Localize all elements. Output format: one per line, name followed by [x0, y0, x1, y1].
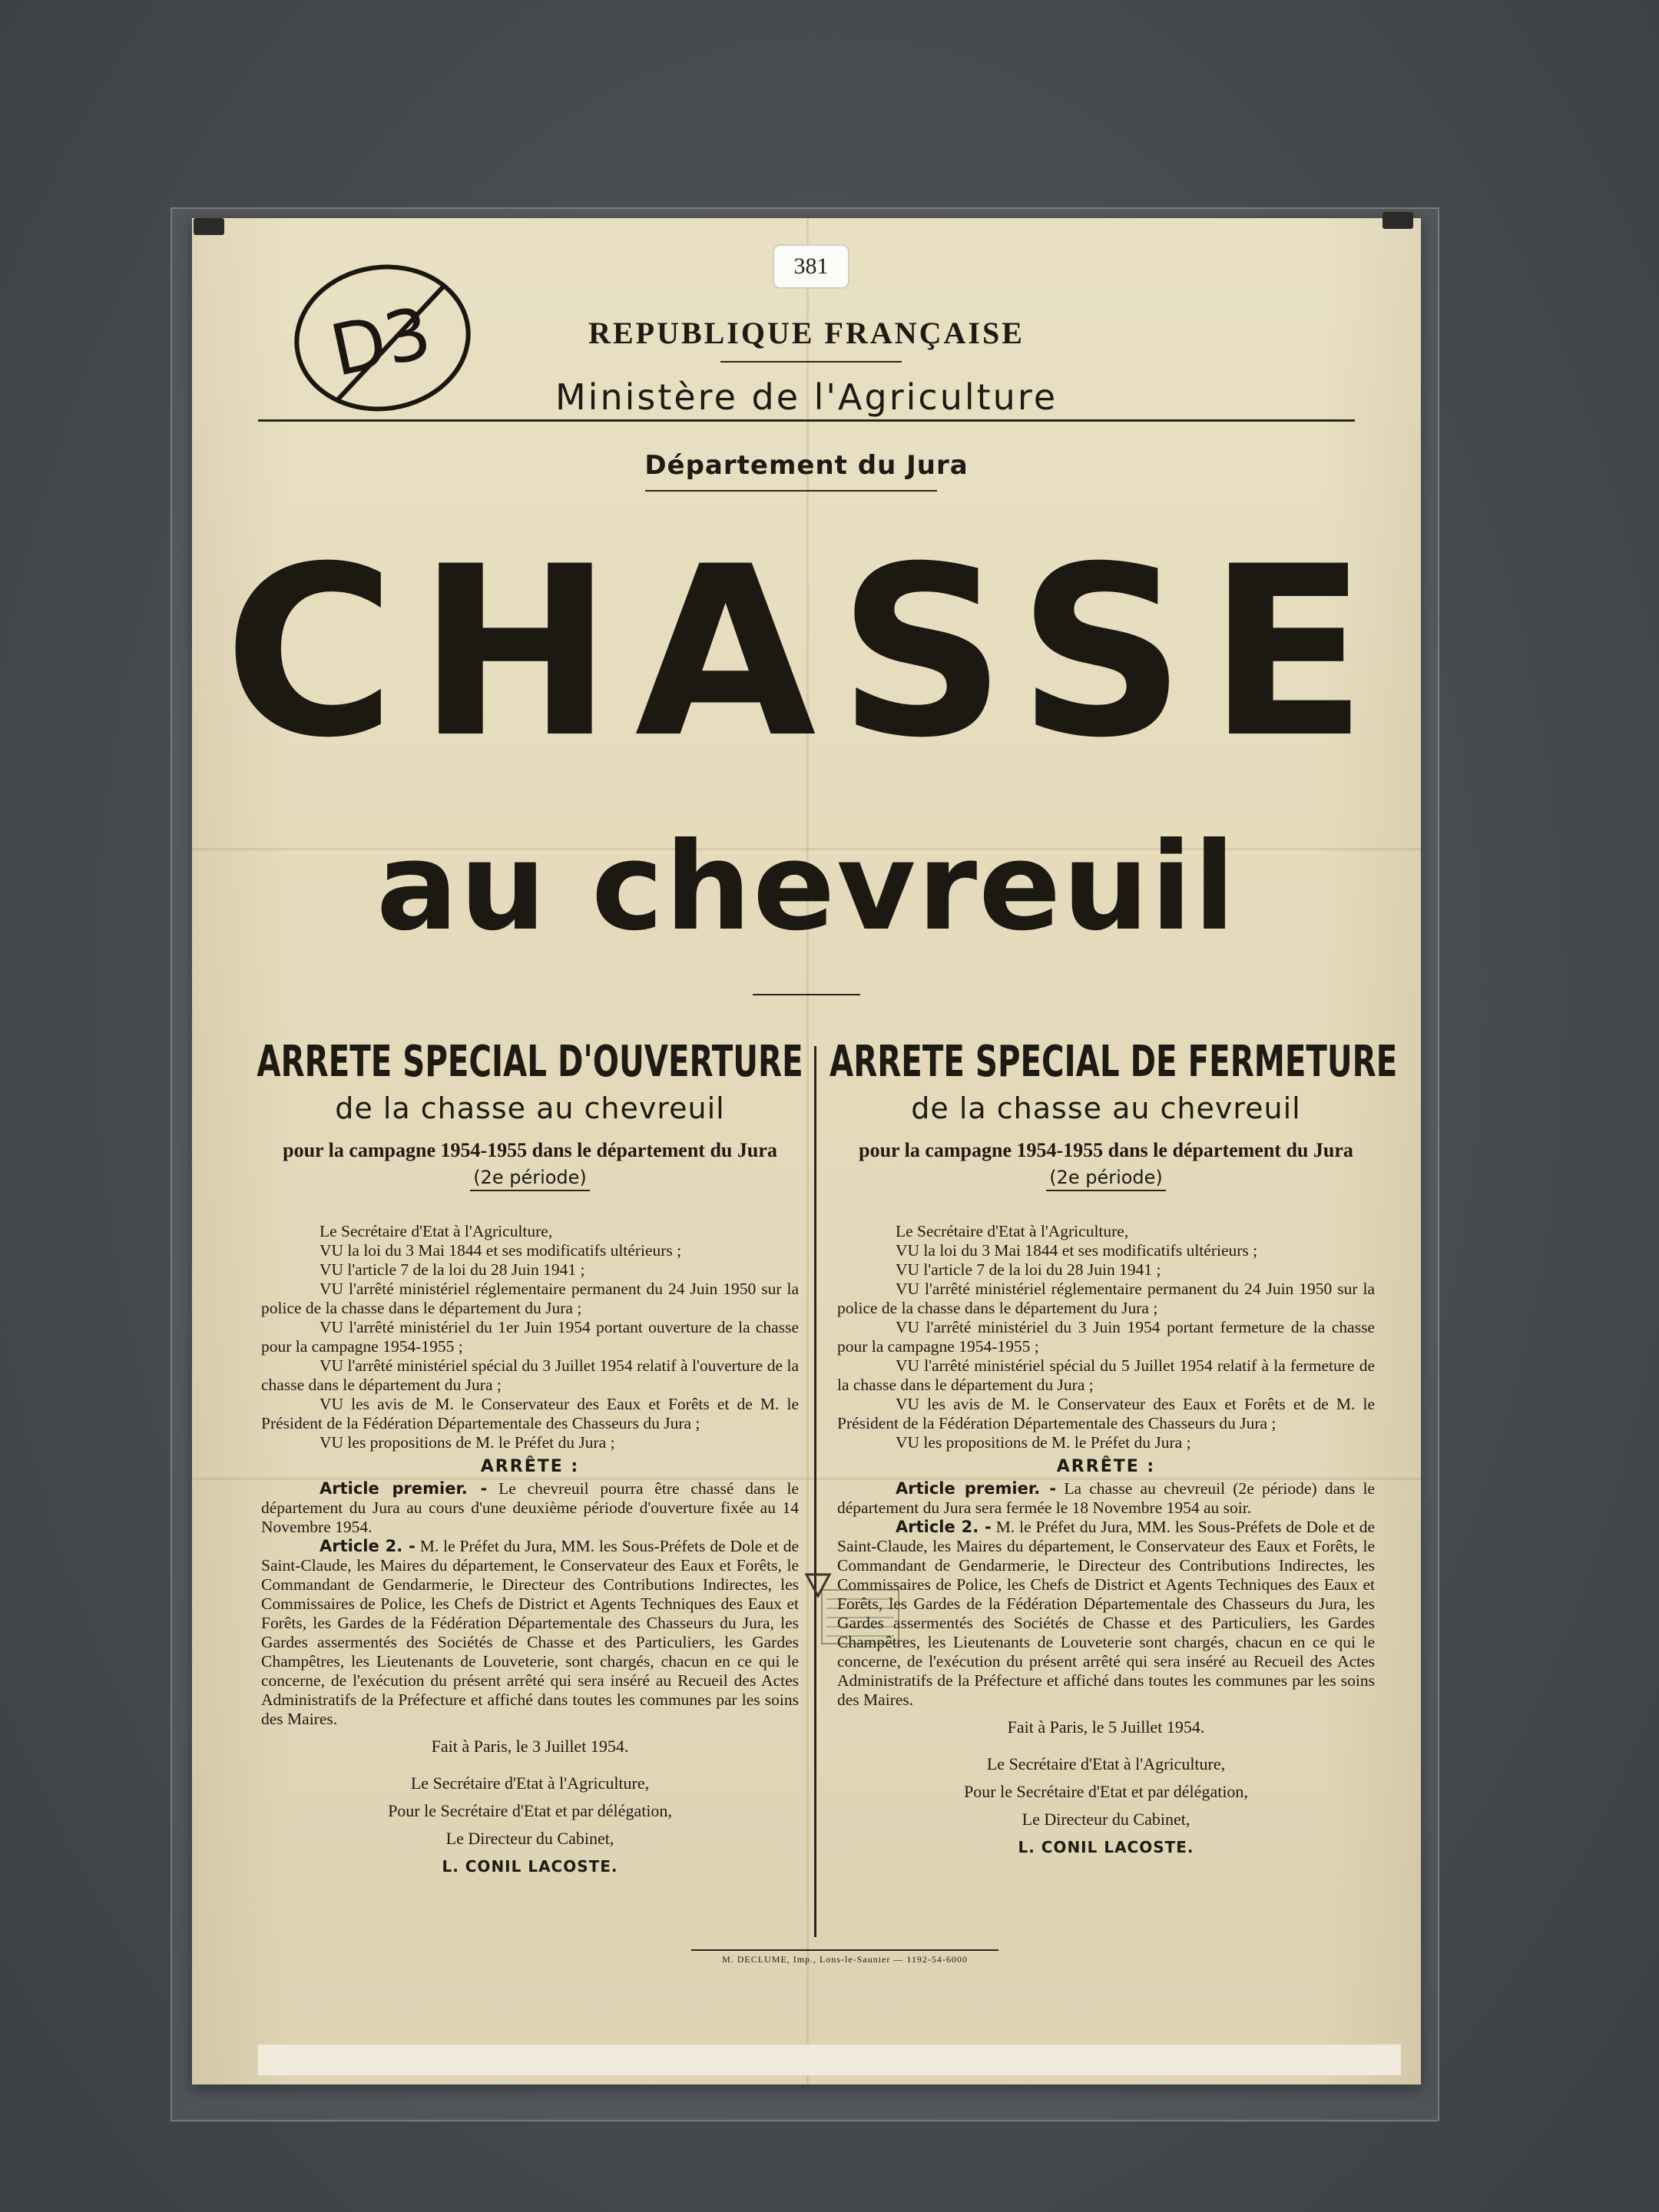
column-title: ARRETE SPECIAL D'OUVERTURE [257, 1037, 803, 1087]
intro-line: Le Secrétaire d'Etat à l'Agriculture, [896, 1222, 1129, 1240]
article-text: Le chevreuil pourra être chassé dans le département du Jura au cours d'une deuxième période d'ouverture fixée au 14 Novembre 1954. [261, 1479, 800, 1536]
signature-name: L. CONIL LACOSTE. [442, 1857, 618, 1876]
republique-heading: REPUBLIQUE FRANÇAISE [588, 316, 1025, 350]
vu-line: VU les propositions de M. le Préfet du Jura ; [320, 1433, 615, 1452]
handwritten-mark-text: D3 [323, 291, 439, 392]
printer-credit: M. DECLUME, Imp., Lons-le-Saunier — 1192-54-6000 [691, 1949, 998, 1965]
tape-top-right [1382, 212, 1413, 229]
title-rule [753, 994, 860, 995]
column-period: (2e période) [470, 1167, 590, 1191]
column-campaign: pour la campagne 1954-1955 dans le département du Jura [283, 1139, 777, 1161]
column-campaign: pour la campagne 1954-1955 dans le département du Jura [859, 1139, 1353, 1161]
column-body [261, 1222, 799, 1756]
fait-line: Fait à Paris, le 3 Juillet 1954. [431, 1737, 629, 1756]
vu-line: VU l'arrêté ministériel spécial du 5 Juillet 1954 relatif à la fermeture de la chasse dans le département du Jura ; [837, 1356, 1375, 1394]
republique-rule [720, 361, 902, 363]
signature-block [837, 1750, 1375, 1861]
signature-line: Pour le Secrétaire d'Etat et par délégation, [388, 1801, 672, 1820]
column-title: ARRETE SPECIAL DE FERMETURE [830, 1037, 1398, 1087]
column-subtitle: de la chasse au chevreuil [335, 1091, 725, 1125]
signature-line: Pour le Secrétaire d'Etat et par délégation, [964, 1782, 1248, 1801]
signature-line: Le Directeur du Cabinet, [1022, 1810, 1190, 1829]
article-text: M. le Préfet du Jura, MM. les Sous-Préfets de Dole et de Saint-Claude, les Maires du département, le Conservateur des Eaux et Forêts, le Commandant de Gendarmerie, le Directeur des Contributions Indirectes, les Commissaires de Police, les Chefs de District et Agents Techniques des Eaux et Forêts, les Gardes de la Fédération Départementale des Chasseurs du Jura, les Gardes assermentés des Sociétés de Chasse et des Particuliers, les Gardes Champêtres, les Lieutenants de Louveterie sont chargés, chacun en ce qui le concerne, de l'exécution du présent arrêté qui sera inséré au Recueil des Actes Administratifs de la Préfecture et affiché dans toutes les communes par les soins des Maires. [837, 1518, 1375, 1709]
fait-line: Fait à Paris, le 5 Juillet 1954. [1007, 1717, 1205, 1737]
arrete-heading: ARRÊTE : [1056, 1457, 1156, 1476]
vu-line: VU l'arrêté ministériel du 3 Juin 1954 portant fermeture de la chasse pour la campagne 1954-1955 ; [837, 1318, 1375, 1356]
poster-bottom-strip [258, 2043, 1401, 2075]
signature-line: Le Secrétaire d'Etat à l'Agriculture, [986, 1754, 1226, 1773]
vu-line: VU l'arrêté ministériel du 1er Juin 1954 portant ouverture de la chasse pour la campagne 1954-1955 ; [261, 1318, 799, 1356]
vu-line: VU l'arrêté ministériel spécial du 3 Juillet 1954 relatif à l'ouverture de la chasse dans le département du Jura ; [261, 1356, 799, 1394]
vu-line: VU l'arrêté ministériel réglementaire permanent du 24 Juin 1950 sur la police de la chasse dans le département du Jura ; [261, 1280, 799, 1317]
article-text: La chasse au chevreuil (2e période) dans le département du Jura sera fermée le 18 Novembre 1954 au soir. [837, 1479, 1375, 1517]
signature-name: L. CONIL LACOSTE. [1018, 1838, 1194, 1856]
signature-line: Le Directeur du Cabinet, [445, 1829, 614, 1848]
article-label: Article premier. - [896, 1479, 1057, 1498]
column-divider [814, 1046, 816, 1937]
official-stamp-icon [791, 1567, 906, 1651]
signature-block [261, 1770, 799, 1880]
fold-line-vertical [806, 218, 809, 2085]
article-label: Article premier. - [320, 1479, 488, 1498]
sub-title: au chevreuil [376, 816, 1237, 958]
main-title: CHASSE [224, 516, 1389, 789]
column-body [837, 1222, 1375, 1737]
departement-rule [645, 490, 937, 492]
ministere-heading: Ministère de l'Agriculture [555, 376, 1058, 418]
column-ouverture [257, 1037, 803, 1880]
header-rule [258, 419, 1355, 422]
vu-line: VU l'article 7 de la loi du 28 Juin 1941 ; [320, 1260, 585, 1279]
column-subtitle: de la chasse au chevreuil [911, 1091, 1301, 1125]
vu-line: VU les avis de M. le Conservateur des Eaux et Forêts et de M. le Président de la Fédération Départementale des Chasseurs du Jura ; [837, 1395, 1375, 1432]
column-fermeture [830, 1037, 1398, 1861]
signature-line: Le Secrétaire d'Etat à l'Agriculture, [410, 1773, 650, 1793]
vu-line: VU les avis de M. le Conservateur des Eaux et Forêts et de M. le Président de la Fédération Départementale des Chasseurs du Jura ; [261, 1395, 799, 1432]
vu-line: VU la loi du 3 Mai 1844 et ses modificatifs ultérieurs ; [896, 1241, 1258, 1260]
vu-line: VU l'arrêté ministériel réglementaire permanent du 24 Juin 1950 sur la police de la chasse dans le département du Jura ; [837, 1280, 1375, 1317]
arrete-heading: ARRÊTE : [480, 1457, 580, 1476]
departement-heading: Département du Jura [644, 450, 969, 481]
vu-line: VU la loi du 3 Mai 1844 et ses modificatifs ultérieurs ; [320, 1241, 682, 1260]
tape-top-left [194, 218, 224, 235]
article-label: Article 2. - [896, 1518, 992, 1536]
article-label: Article 2. - [320, 1537, 416, 1555]
intro-line: Le Secrétaire d'Etat à l'Agriculture, [320, 1222, 553, 1240]
article-text: M. le Préfet du Jura, MM. les Sous-Préfets de Dole et de Saint-Claude, les Maires du département, le Conservateur des Eaux et Forêts, le Commandant de Gendarmerie, le Directeur des Contributions Indirectes, les Commissaires de Police, les Chefs de District et Agents Techniques des Eaux et Forêts, les Gardes de la Fédération Départementale des Chasseurs du Jura, les Gardes assermentés des Sociétés de Chasse et des Particuliers, les Gardes Champêtres, les Lieutenants de Louveterie, sont chargés, chacun en ce qui le concerne, de l'exécution du présent arrêté qui sera inséré au Recueil des Actes Administratifs de la Préfecture et affiché dans toutes les communes par les soins des Maires. [261, 1537, 799, 1728]
vu-line: VU l'article 7 de la loi du 28 Juin 1941 ; [896, 1260, 1161, 1279]
lot-number-tag: 381 [773, 244, 849, 289]
vu-line: VU les propositions de M. le Préfet du Jura ; [896, 1433, 1191, 1452]
column-period: (2e période) [1046, 1167, 1166, 1191]
